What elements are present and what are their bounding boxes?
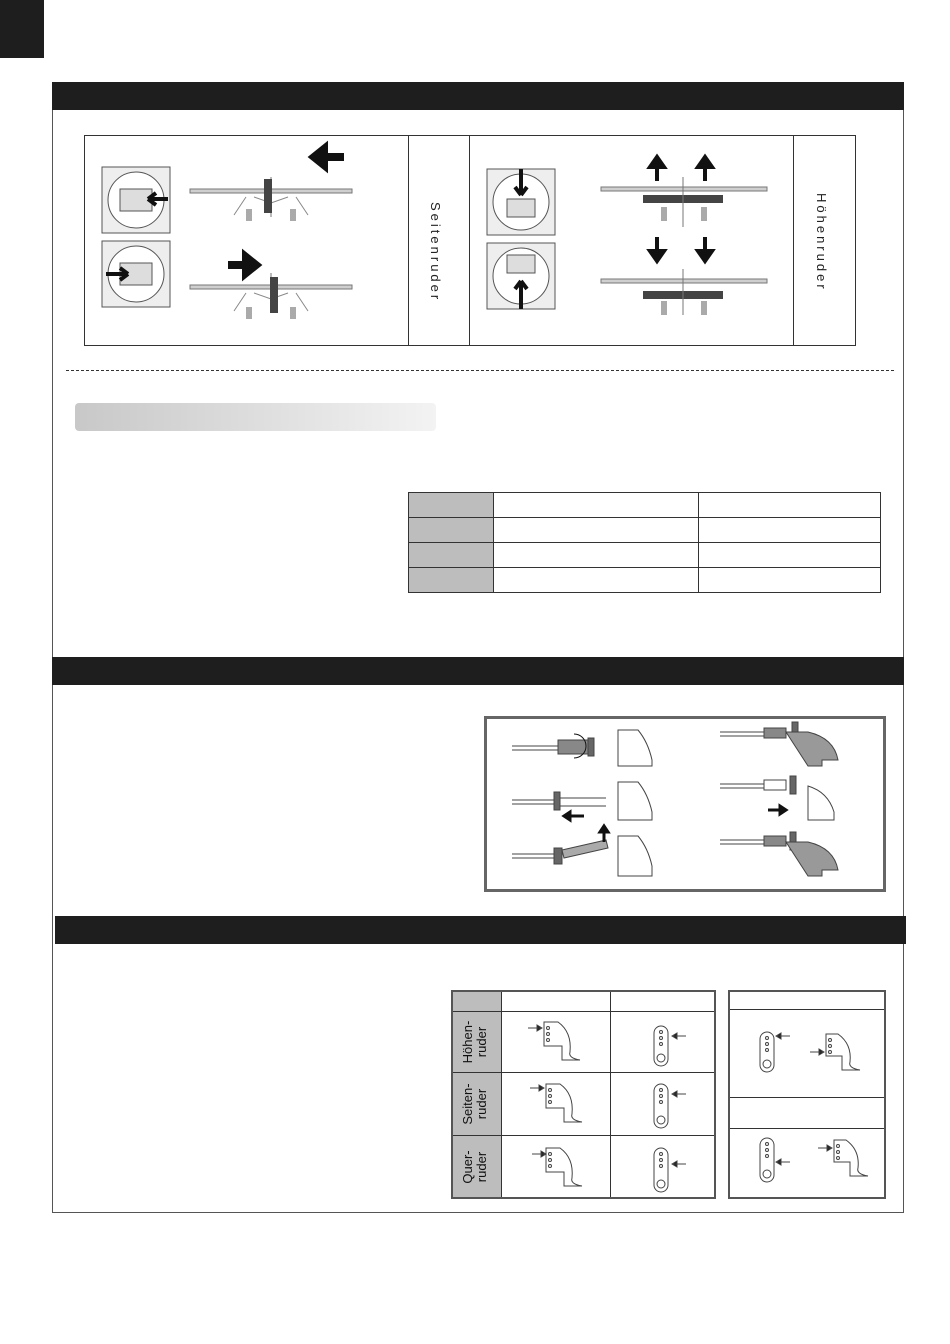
control-horn-icon <box>546 1148 582 1186</box>
figure-divider <box>408 135 409 346</box>
arrow-right-icon <box>768 806 786 814</box>
figure-divider <box>793 135 794 346</box>
arrow-right-icon <box>528 1025 542 1031</box>
elevator-illustration <box>471 137 791 343</box>
arrow-down-icon <box>698 237 712 261</box>
control-horn-icon <box>618 782 652 820</box>
control-horn-icon <box>544 1022 580 1060</box>
control-horn-icon <box>546 1084 582 1122</box>
table-row <box>409 493 881 518</box>
arrow-left-icon <box>776 1159 790 1165</box>
arrow-left-icon <box>672 1161 686 1167</box>
rudder-illustration <box>86 137 406 343</box>
airplane-icon <box>601 269 767 315</box>
arrow-right-icon <box>228 257 256 273</box>
pushrod-icon <box>720 732 764 736</box>
row-label-elevator: Höhen- ruder <box>460 1020 489 1064</box>
settings-table <box>408 492 881 593</box>
rudder-label: Seitenruder <box>428 202 443 303</box>
transmitter-stick-icon <box>102 167 170 233</box>
airplane-icon <box>601 177 767 227</box>
servo-arm-icon <box>654 1148 668 1192</box>
dashed-divider <box>66 370 894 371</box>
arrow-up-icon <box>698 157 712 181</box>
transmitter-stick-icon <box>487 169 555 235</box>
arrow-left-icon <box>776 1033 790 1039</box>
row-label-rudder: Seiten- ruder <box>460 1083 489 1125</box>
section-1-header-bar <box>52 82 904 110</box>
arrow-left-icon <box>314 149 344 165</box>
control-horn-icon <box>834 1140 868 1176</box>
airplane-icon <box>190 273 352 319</box>
arrow-right-icon <box>810 1049 824 1055</box>
row-label-aileron: Quer- ruder <box>460 1150 489 1184</box>
servo-arm-icon <box>654 1084 668 1128</box>
table-row <box>409 568 881 593</box>
arrow-right-icon <box>530 1085 544 1091</box>
airplane-icon <box>190 177 352 221</box>
linkage-illustration <box>488 720 882 888</box>
elevator-label: Höhenruder <box>814 193 829 292</box>
control-horn-icon <box>826 1034 860 1070</box>
arrow-left-icon <box>564 812 584 820</box>
table-row <box>409 518 881 543</box>
arrow-left-icon <box>672 1091 686 1097</box>
arrow-left-icon <box>672 1033 686 1039</box>
section-2-header-bar <box>52 657 904 685</box>
arrow-up-icon <box>600 826 608 842</box>
servo-arm-icon <box>654 1026 668 1066</box>
arrow-up-icon <box>650 157 664 181</box>
control-horn-icon <box>618 836 652 876</box>
pushrod-icon <box>512 746 558 750</box>
control-horn-icon <box>618 730 652 766</box>
adjustment-illustrations <box>730 1010 884 1197</box>
servo-arm-icon <box>760 1032 774 1072</box>
section-3-header-bar <box>55 916 906 944</box>
transmitter-stick-icon <box>102 241 170 307</box>
arrow-right-icon <box>818 1145 832 1151</box>
table-row <box>409 543 881 568</box>
horn-servo-illustrations <box>502 1012 714 1198</box>
corner-tab <box>0 0 44 58</box>
subheading-band <box>75 403 436 431</box>
figure-divider <box>469 135 470 346</box>
transmitter-stick-icon <box>487 243 555 309</box>
servo-arm-icon <box>760 1138 774 1182</box>
arrow-right-icon <box>532 1151 546 1157</box>
arrow-down-icon <box>650 237 664 261</box>
